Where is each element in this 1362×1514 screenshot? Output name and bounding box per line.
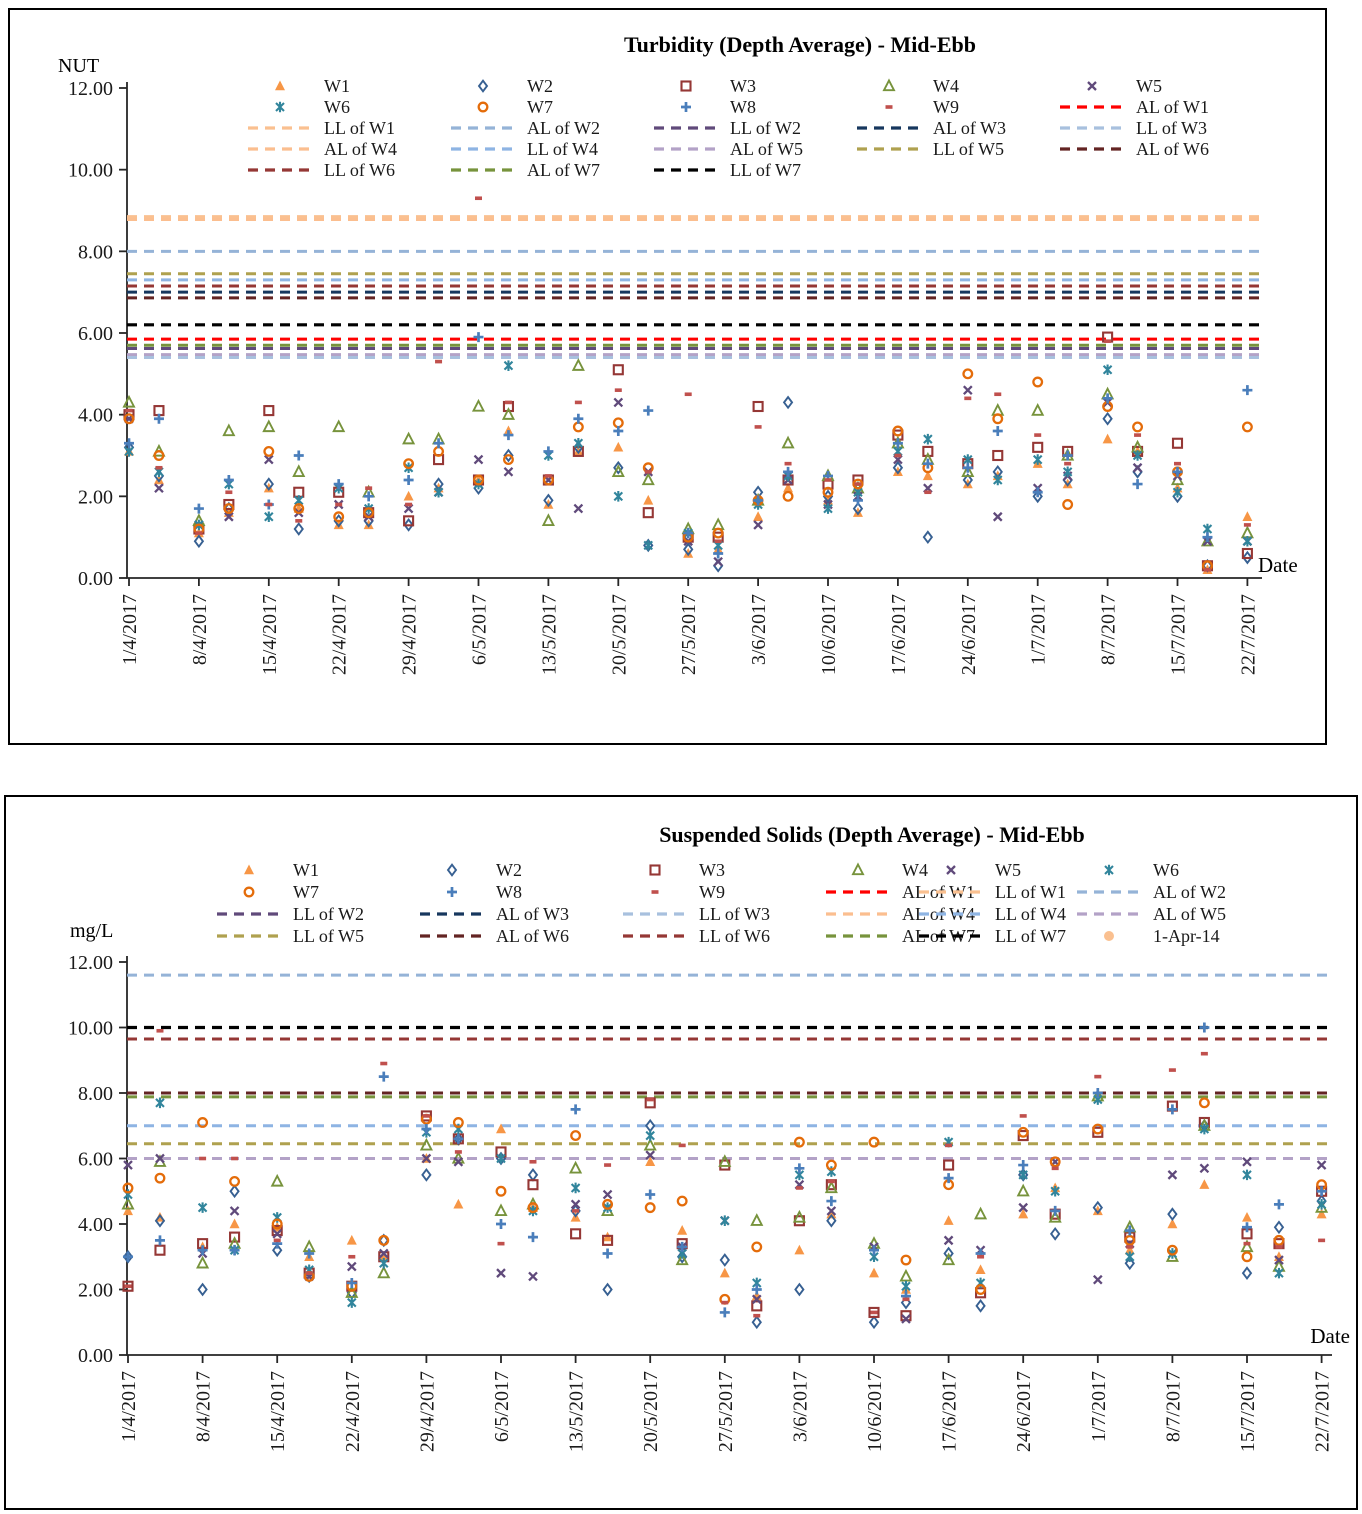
legend-label: AL of W7 — [527, 160, 600, 180]
legend-item-LL-of-W6 — [248, 160, 395, 180]
x-tick-label: 27/5/2017 — [714, 1371, 737, 1453]
legend-item-W8 — [681, 97, 756, 117]
legend-label: W6 — [1153, 860, 1179, 880]
legend-label: AL of W6 — [496, 926, 569, 946]
suspended-solids-chart-frame — [4, 795, 1358, 1510]
y-axis-ticks — [68, 78, 127, 590]
x-tick-label: 1/7/2017 — [1087, 1371, 1110, 1443]
y-tick-label: 6.00 — [78, 323, 113, 345]
legend-item-W3 — [651, 860, 726, 880]
legend-label: LL of W1 — [324, 118, 395, 138]
turbidity-chart — [10, 10, 1325, 743]
x-tick-label: 8/7/2017 — [1097, 594, 1120, 666]
legend-item-W7 — [245, 882, 319, 902]
x-axis-ticks — [118, 1355, 1334, 1452]
legend-label: AL of W4 — [902, 904, 975, 924]
legend-label: LL of W7 — [995, 926, 1066, 946]
legend-item-W5 — [947, 860, 1021, 880]
legend-label: W6 — [324, 97, 350, 117]
y-tick-label: 6.00 — [78, 1148, 113, 1171]
legend-item-W1 — [244, 860, 319, 880]
legend-label: W8 — [496, 882, 522, 902]
x-tick-label: 20/5/2017 — [608, 594, 631, 676]
legend-item-W7 — [479, 97, 553, 117]
legend-label: W9 — [699, 882, 725, 902]
legend-item-W9 — [652, 882, 726, 902]
x-tick-label: 22/4/2017 — [341, 1371, 364, 1453]
legend-label: W8 — [730, 97, 756, 117]
x-tick-label: 29/4/2017 — [398, 594, 421, 676]
y-tick-label: 4.00 — [78, 404, 113, 427]
reference-lines — [127, 975, 1332, 1158]
legend — [217, 860, 1226, 946]
legend-label: W3 — [699, 860, 725, 880]
legend-label: W3 — [730, 76, 756, 96]
legend-item-1-Apr-14 — [1104, 926, 1220, 946]
legend-item-LL-of-W7 — [654, 160, 801, 180]
legend-label: AL of W4 — [324, 139, 397, 159]
series-W1 — [124, 426, 1252, 575]
y-axis-unit-label: NUT — [58, 55, 100, 77]
x-tick-label: 1/7/2017 — [1027, 594, 1050, 666]
x-tick-label: 15/4/2017 — [267, 1371, 290, 1453]
x-tick-label: 10/6/2017 — [818, 594, 840, 676]
x-tick-label: 24/6/2017 — [957, 594, 980, 676]
legend-label: W7 — [293, 882, 319, 902]
legend-label: AL of W3 — [496, 904, 569, 924]
x-tick-label: 22/7/2017 — [1311, 1371, 1334, 1453]
plot-area — [68, 76, 1262, 675]
x-tick-label: 22/4/2017 — [328, 594, 351, 676]
y-tick-label: 0.00 — [78, 568, 113, 590]
legend-label: LL of W5 — [293, 926, 364, 946]
legend — [248, 76, 1209, 180]
legend-item-W5 — [1088, 76, 1162, 96]
legend-label: W1 — [293, 860, 319, 880]
series-W1 — [123, 1124, 1327, 1301]
legend-label: W1 — [324, 76, 350, 96]
x-tick-label: 22/7/2017 — [1237, 594, 1260, 676]
legend-label: LL of W5 — [933, 139, 1004, 159]
legend-label: AL of W5 — [730, 139, 803, 159]
legend-label: LL of W4 — [995, 904, 1066, 924]
chart-title: Turbidity (Depth Average) - Mid-Ebb — [623, 32, 977, 57]
legend-item-AL-of-W6 — [420, 926, 569, 946]
legend-label: LL of W3 — [699, 904, 770, 924]
y-axis-ticks — [68, 952, 127, 1367]
legend-item-AL-of-W4 — [248, 139, 397, 159]
y-tick-label: 10.00 — [68, 159, 113, 182]
legend-label: W7 — [527, 97, 553, 117]
legend-item-W2 — [448, 860, 522, 880]
legend-item-W9 — [886, 97, 960, 117]
legend-label: AL of W1 — [902, 882, 975, 902]
plot-area — [68, 860, 1334, 1452]
legend-label: LL of W6 — [699, 926, 770, 946]
series-W4 — [124, 360, 1252, 545]
legend-item-LL-of-W4 — [451, 139, 598, 159]
x-tick-label: 8/7/2017 — [1162, 1371, 1185, 1443]
legend-label: AL of W6 — [1136, 139, 1209, 159]
x-tick-label: 15/4/2017 — [258, 594, 281, 676]
legend-item-LL-of-W1 — [248, 118, 395, 138]
legend-label: AL of W3 — [933, 118, 1006, 138]
legend-label: LL of W3 — [1136, 118, 1207, 138]
y-axis-unit-label: mg/L — [70, 920, 114, 942]
legend-item-W2 — [479, 76, 553, 96]
legend-label: W5 — [995, 860, 1021, 880]
x-tick-label: 13/5/2017 — [538, 594, 561, 676]
x-tick-label: 17/6/2017 — [938, 1371, 961, 1453]
legend-label: LL of W6 — [324, 160, 395, 180]
x-tick-label: 27/5/2017 — [678, 594, 701, 676]
legend-item-AL-of-W3 — [420, 904, 569, 924]
legend-label: 1-Apr-14 — [1153, 926, 1220, 946]
turbidity-chart-frame — [8, 8, 1327, 745]
suspended-solids-chart — [6, 797, 1356, 1508]
legend-label: W4 — [902, 860, 928, 880]
y-tick-label: 12.00 — [68, 952, 113, 974]
chart-title: Suspended Solids (Depth Average) - Mid-Ebb — [659, 822, 1085, 847]
legend-item-AL-of-W4 — [826, 904, 975, 924]
legend-label: LL of W2 — [293, 904, 364, 924]
legend-label: AL of W2 — [1153, 882, 1226, 902]
x-axis-date-label: Date — [1258, 553, 1298, 577]
legend-label: LL of W2 — [730, 118, 801, 138]
legend-item-LL-of-W3 — [1060, 118, 1207, 138]
legend-item-W4 — [884, 76, 959, 96]
y-tick-label: 12.00 — [68, 78, 113, 100]
legend-label: W9 — [933, 97, 959, 117]
legend-item-W6 — [1105, 860, 1179, 880]
legend-item-AL-of-W3 — [857, 118, 1006, 138]
x-tick-label: 1/4/2017 — [118, 1371, 140, 1443]
y-tick-label: 4.00 — [78, 1214, 113, 1236]
legend-item-W3 — [682, 76, 757, 96]
y-tick-label: 8.00 — [78, 241, 113, 264]
legend-item-AL-of-W2 — [1077, 882, 1226, 902]
legend-item-LL-of-W5 — [857, 139, 1004, 159]
y-tick-label: 0.00 — [78, 1345, 113, 1367]
legend-item-LL-of-W3 — [623, 904, 770, 924]
series-W5 — [124, 1151, 1326, 1323]
y-tick-label: 10.00 — [68, 1017, 113, 1040]
legend-item-W6 — [276, 97, 350, 117]
axes — [127, 956, 1332, 1355]
legend-item-AL-of-W2 — [451, 118, 600, 138]
legend-item-LL-of-W2 — [654, 118, 801, 138]
x-tick-label: 6/5/2017 — [491, 1371, 513, 1443]
legend-item-LL-of-W2 — [217, 904, 364, 924]
x-axis-date-label: Date — [1310, 1324, 1350, 1348]
legend-item-W1 — [275, 76, 350, 96]
legend-item-LL-of-W5 — [217, 926, 364, 946]
series-W2 — [125, 397, 1251, 571]
series-W3 — [124, 1098, 1327, 1320]
reference-lines — [127, 217, 1262, 358]
x-tick-label: 8/4/2017 — [188, 594, 211, 666]
x-tick-label: 20/5/2017 — [640, 1371, 663, 1453]
x-axis-ticks — [119, 578, 1259, 675]
legend-label: LL of W4 — [527, 139, 598, 159]
x-tick-label: 17/6/2017 — [887, 594, 910, 676]
x-tick-label: 13/5/2017 — [565, 1371, 588, 1453]
legend-item-AL-of-W7 — [826, 926, 975, 946]
legend-label: AL of W2 — [527, 118, 600, 138]
x-tick-label: 10/6/2017 — [864, 1371, 886, 1453]
legend-item-W8 — [447, 882, 522, 902]
legend-label: LL of W7 — [730, 160, 801, 180]
x-tick-label: 29/4/2017 — [416, 1371, 439, 1453]
legend-label: LL of W1 — [995, 882, 1066, 902]
x-tick-label: 1/4/2017 — [119, 594, 141, 666]
x-tick-label: 24/6/2017 — [1013, 1371, 1036, 1453]
legend-label: W2 — [527, 76, 553, 96]
legend-item-W4 — [853, 860, 928, 880]
legend-label: W5 — [1136, 76, 1162, 96]
legend-label: W2 — [496, 860, 522, 880]
y-tick-label: 8.00 — [78, 1083, 113, 1105]
legend-item-AL-of-W5 — [1077, 904, 1226, 924]
legend-item-AL-of-W5 — [654, 139, 803, 159]
x-tick-label: 15/7/2017 — [1167, 594, 1190, 676]
y-tick-label: 2.00 — [78, 486, 113, 509]
y-tick-label: 2.00 — [78, 1279, 113, 1302]
x-tick-label: 6/5/2017 — [468, 594, 491, 666]
x-tick-label: 3/6/2017 — [748, 594, 771, 666]
legend-label: AL of W7 — [902, 926, 975, 946]
legend-item-AL-of-W1 — [1060, 97, 1209, 117]
legend-item-LL-of-W6 — [623, 926, 770, 946]
legend-item-AL-of-W1 — [826, 882, 975, 902]
x-tick-label: 8/4/2017 — [192, 1371, 215, 1443]
x-tick-label: 15/7/2017 — [1237, 1371, 1259, 1453]
legend-label: W4 — [933, 76, 959, 96]
legend-label: AL of W1 — [1136, 97, 1209, 117]
legend-item-AL-of-W6 — [1060, 139, 1209, 159]
legend-label: AL of W5 — [1153, 904, 1226, 924]
x-tick-label: 3/6/2017 — [789, 1371, 812, 1443]
legend-item-AL-of-W7 — [451, 160, 600, 180]
